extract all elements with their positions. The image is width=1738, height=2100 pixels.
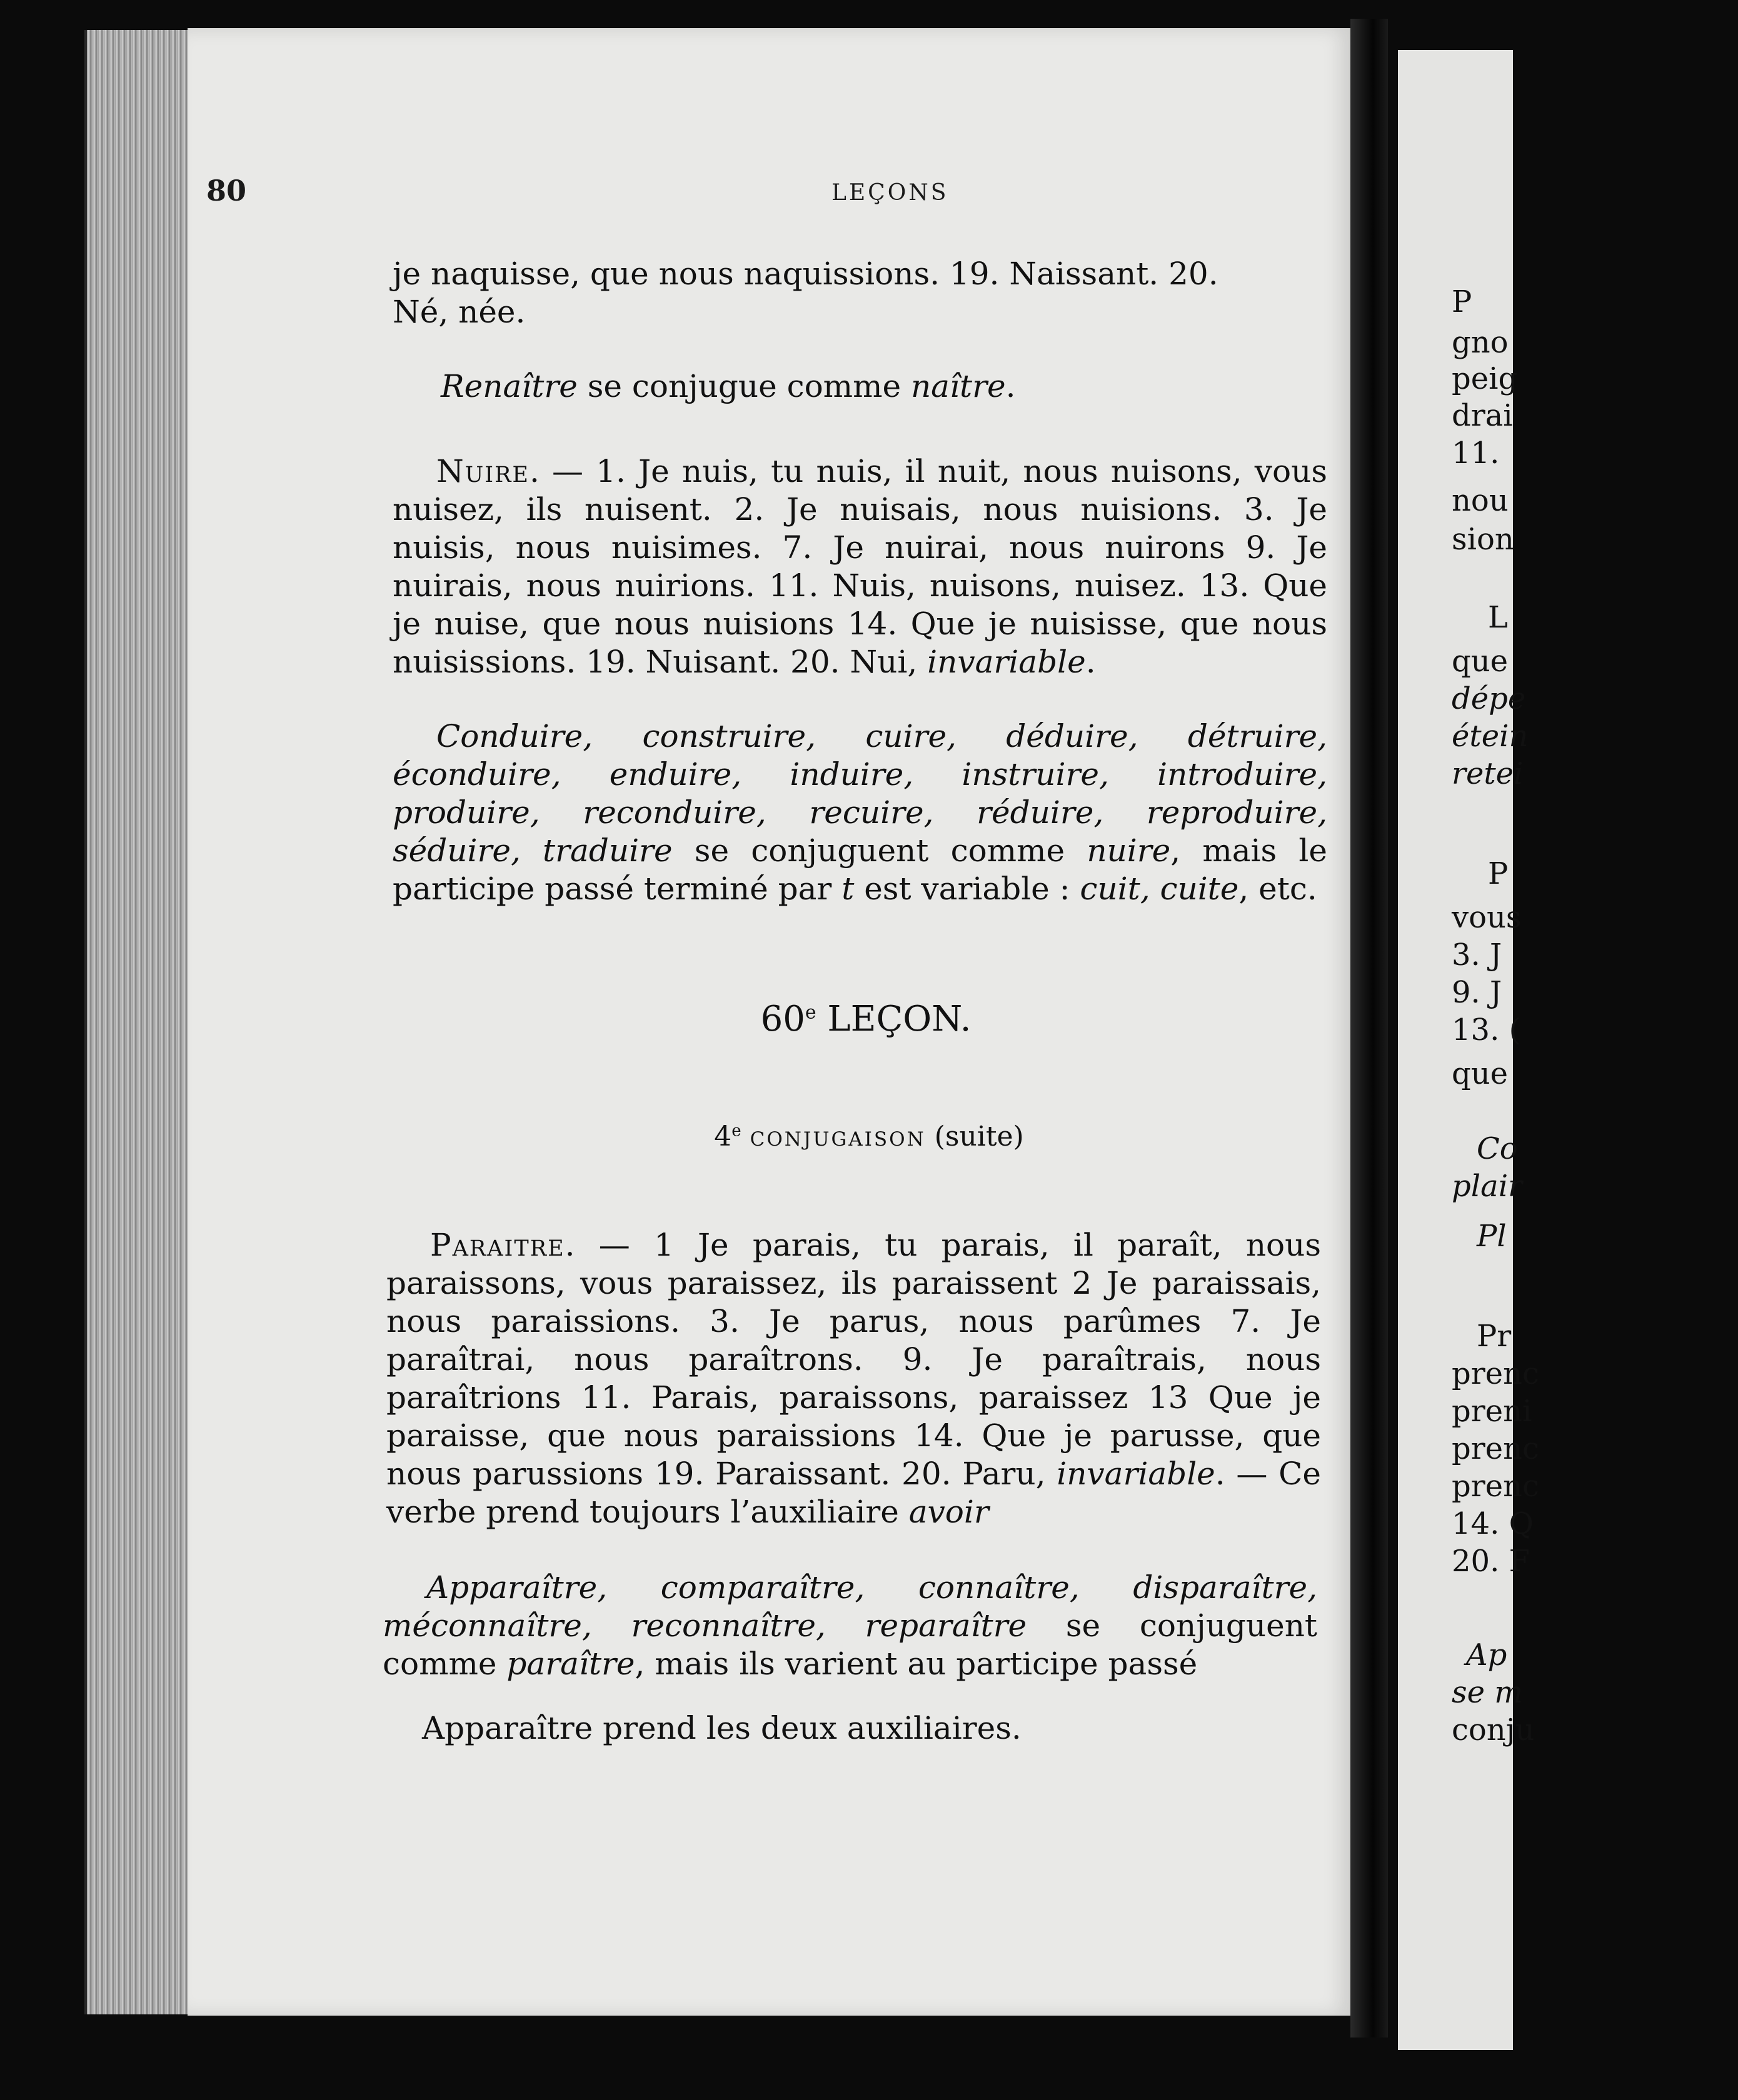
right-page-line: retei <box>1452 756 1524 791</box>
right-page-line: L <box>1488 600 1508 635</box>
right-page-line: Co <box>1477 1131 1518 1166</box>
right-page-line: P <box>1452 284 1472 319</box>
apparaitre-verbs: Apparaître, comparaître, connaître, disparaître, méconnaître, reconnaître, reparaître <box>383 1569 1317 1644</box>
renaitre-note <box>441 368 1375 406</box>
paraitre-paragraph <box>386 1226 1321 1531</box>
right-page-line: vous <box>1452 900 1522 935</box>
conjugation-number-sup: e <box>731 1121 741 1141</box>
nuire-heading: Nuire <box>436 453 530 489</box>
conduire-text-1: se conjuguent comme <box>672 832 1087 869</box>
paraitre-end: . — Ce verbe prend toujours l’auxiliaire <box>386 1456 1321 1530</box>
conjugation-suite: (suite) <box>925 1121 1024 1152</box>
renaitre-end: . <box>1005 368 1016 404</box>
page-number: 80 <box>206 174 247 208</box>
right-page-line: peig <box>1452 361 1518 396</box>
right-page-line: gno <box>1452 325 1509 360</box>
naitre-line-2: Né, née. <box>393 294 526 330</box>
right-page-line: conju <box>1452 1712 1535 1748</box>
apparaitre-text-1: se conjuguent comme <box>383 1608 1317 1682</box>
right-page-line: que <box>1452 644 1509 679</box>
right-page-line: 11. <box>1452 436 1500 471</box>
right-page-line: Ap <box>1466 1638 1507 1672</box>
paraitre-invariable: invariable <box>1057 1456 1215 1492</box>
right-page-line: prenc <box>1452 1356 1539 1391</box>
conduire-text-2: , mais le participe passé terminé par <box>393 832 1328 907</box>
nuire-invariable: invariable <box>927 644 1086 680</box>
paraitre-avoir: avoir <box>908 1494 989 1530</box>
nuire-paragraph <box>393 452 1327 681</box>
right-page-line: drai <box>1452 398 1513 433</box>
right-page-line: plair <box>1452 1169 1522 1204</box>
lesson-number: 60 <box>760 999 805 1039</box>
naitre-line-1: je naquisse, que nous naquissions. 19. Naissant. 20. <box>393 256 1218 292</box>
paraitre-heading: Paraitre <box>430 1227 565 1263</box>
right-page-line: P <box>1488 856 1509 891</box>
right-page-line: sion <box>1452 522 1514 557</box>
paraitre-body: . — 1 Je parais, tu parais, il paraît, nous paraissons, vous paraissez, ils paraissent 2 Je paraissais, nous paraissions. 3. Je parus, nous parûmes 7. Je paraîtrai, nous paraîtrons. 9. Je paraîtrais, nous paraîtrions 11. Parais, paraissons, paraissez 13 Que je paraisse, que nous paraissions 14. Que je parusse, que nous parussions 19. Paraissant. 20. Paru, <box>386 1227 1321 1492</box>
right-page-line: 13. ( <box>1452 1012 1521 1048</box>
nuire-body: . — 1. Je nuis, tu nuis, il nuit, nous nuisons, vous nuisez, ils nuisent. 2. Je nuisais, nous nuisions. 3. Je nuisis, nous nuisimes. 7. Je nuirai, nous nuirons 9. Je nuirais, nous nuirions. 11. Nuis, nuisons, nuisez. 13. Que je nuise, que nous nuisions 14. Que je nuisisse, que nous nuisissions. 19. Nuisant. 20. Nui, <box>393 453 1327 680</box>
right-page-line: que <box>1452 1056 1509 1091</box>
renaitre-word: Renaître <box>441 368 578 404</box>
lesson-number-sup: e <box>805 1001 816 1024</box>
running-title: LEÇONS <box>831 180 949 206</box>
right-page-line: prenc <box>1452 1469 1539 1504</box>
renaitre-text: se conjugue comme <box>577 368 911 404</box>
right-page-line: 20. F <box>1452 1544 1530 1579</box>
nuire-end: . <box>1085 644 1096 680</box>
lesson-label: LEÇON. <box>816 999 972 1039</box>
conduire-text-4: , etc. <box>1238 871 1317 907</box>
conjugation-label: conjugaison <box>750 1121 926 1152</box>
naitre-conjugation-end <box>393 255 1327 331</box>
conduire-paragraph <box>393 718 1327 908</box>
naitre-word: naître <box>910 368 1006 404</box>
conduire-nuire: nuire <box>1087 832 1171 869</box>
right-page-line: prenc <box>1452 1431 1539 1466</box>
conduire-t: t <box>841 871 855 907</box>
right-page-line: dépe <box>1452 681 1526 716</box>
right-page-line: preni <box>1452 1394 1532 1429</box>
apparaitre-paraitre: paraître <box>506 1646 635 1682</box>
apparaitre-text-2: , mais ils varient au participe passé <box>635 1646 1198 1682</box>
right-page-line: se m <box>1452 1675 1523 1710</box>
conjugation-number: 4 <box>714 1121 732 1152</box>
conduire-text-3: est variable : <box>854 871 1080 907</box>
right-page-line: nou <box>1452 483 1509 518</box>
conduire-verbs: Conduire, construire, cuire, déduire, détruire, éconduire, enduire, induire, instruire, introduire, produire, reconduire, recuire, réduire, reproduire, séduire, traduire <box>393 718 1327 869</box>
right-page-line: étein <box>1452 719 1529 754</box>
right-page-line: 3. J <box>1452 938 1502 972</box>
right-page-line: 14. Q <box>1452 1506 1534 1541</box>
apparaitre-paragraph <box>383 1569 1317 1683</box>
conduire-cuit: cuit, cuite <box>1080 871 1239 907</box>
right-page-line: Pl <box>1477 1219 1507 1254</box>
right-page-line: 9. J <box>1452 975 1502 1010</box>
apparaitre-note: Apparaître prend les deux auxiliaires. <box>422 1710 1022 1746</box>
right-page-line: Pr <box>1477 1319 1512 1354</box>
